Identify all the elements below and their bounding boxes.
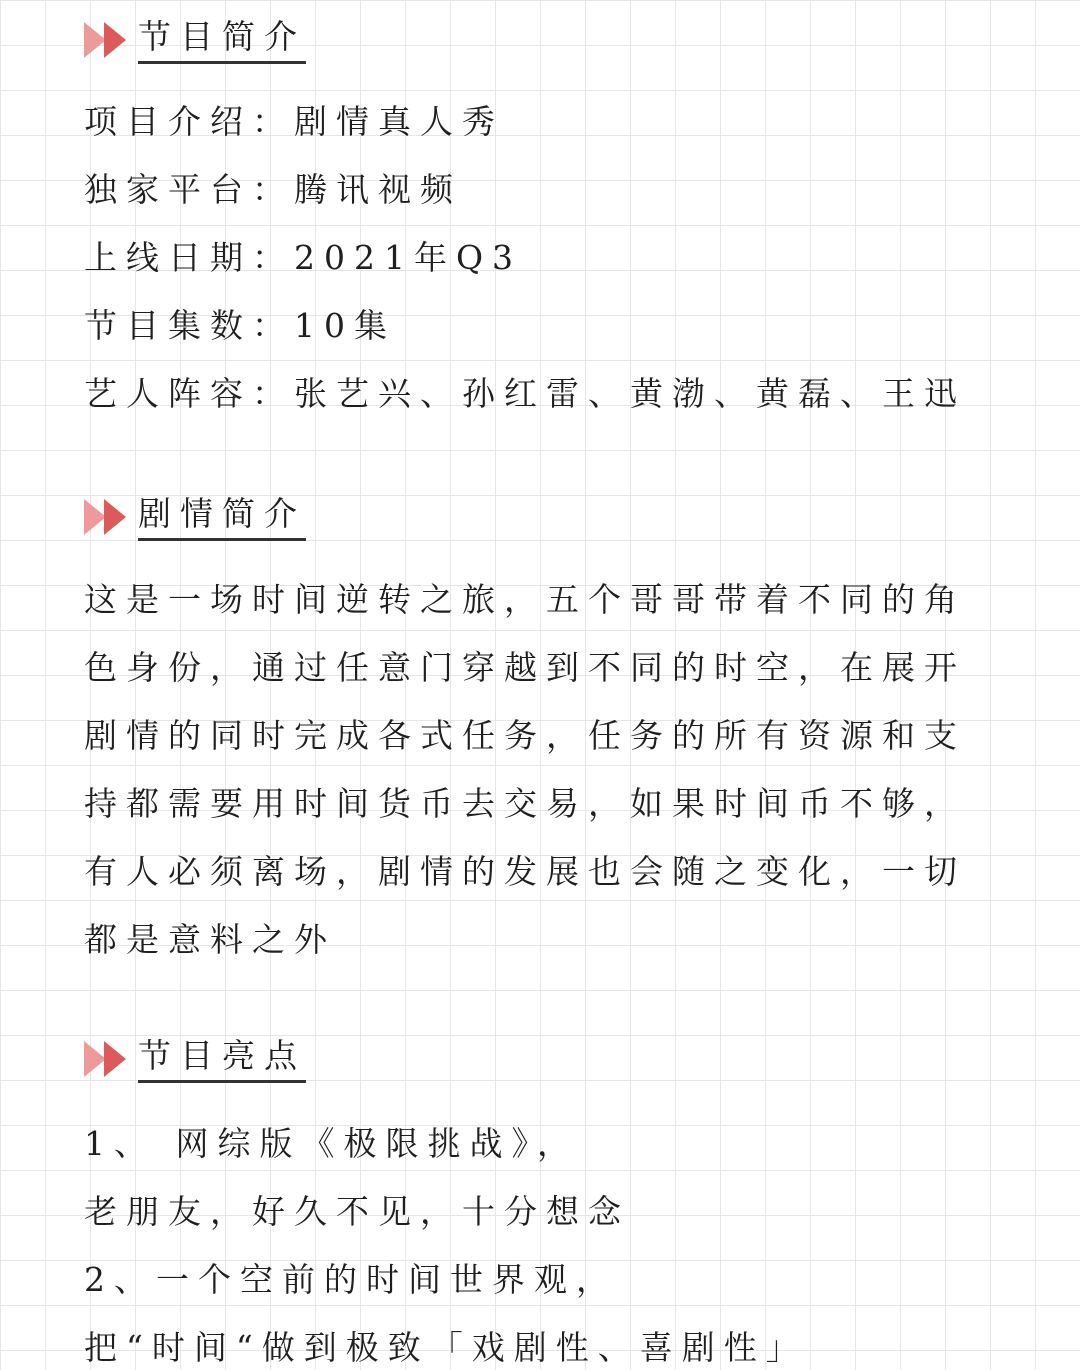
- highlight-line: 老朋友，好久不见，十分想念: [84, 1192, 630, 1231]
- highlight-line: 2、一个空前的时间世界观，: [84, 1260, 618, 1299]
- info-line-cast: 艺人阵容：张艺兴、孙红雷、黄渤、黄磊、王迅: [84, 374, 966, 413]
- highlight-line: 1、 网综版《极限挑战》，: [84, 1124, 579, 1163]
- section-title: 节目亮点: [138, 1036, 306, 1083]
- section-title: 节目简介: [138, 17, 306, 64]
- plot-line: 都是意料之外: [84, 920, 336, 959]
- double-arrow-icon: [84, 1041, 134, 1077]
- highlight-line: 把“时间“做到极致「戏剧性、喜剧性」: [84, 1328, 808, 1367]
- section-title: 剧情简介: [138, 494, 306, 541]
- info-line-release-date: 上线日期：2021年Q3: [84, 238, 523, 277]
- plot-line: 色身份，通过任意门穿越到不同的时空，在展开: [84, 648, 966, 687]
- plot-line: 有人必须离场，剧情的发展也会随之变化，一切: [84, 852, 966, 891]
- plot-line: 剧情的同时完成各式任务，任务的所有资源和支: [84, 716, 966, 755]
- plot-line: 持都需要用时间货币去交易，如果时间币不够，: [84, 784, 966, 823]
- info-line-episodes: 节目集数：10集: [84, 306, 396, 345]
- info-line-project: 项目介绍：剧情真人秀: [84, 102, 504, 141]
- section-heading-highlights: [84, 1033, 306, 1085]
- section-heading-plot: [84, 491, 306, 543]
- section-heading-program-intro: [84, 14, 306, 66]
- plot-line: 这是一场时间逆转之旅，五个哥哥带着不同的角: [84, 580, 966, 619]
- double-arrow-icon: [84, 499, 134, 535]
- double-arrow-icon: [84, 22, 134, 58]
- info-line-platform: 独家平台：腾讯视频: [84, 170, 462, 209]
